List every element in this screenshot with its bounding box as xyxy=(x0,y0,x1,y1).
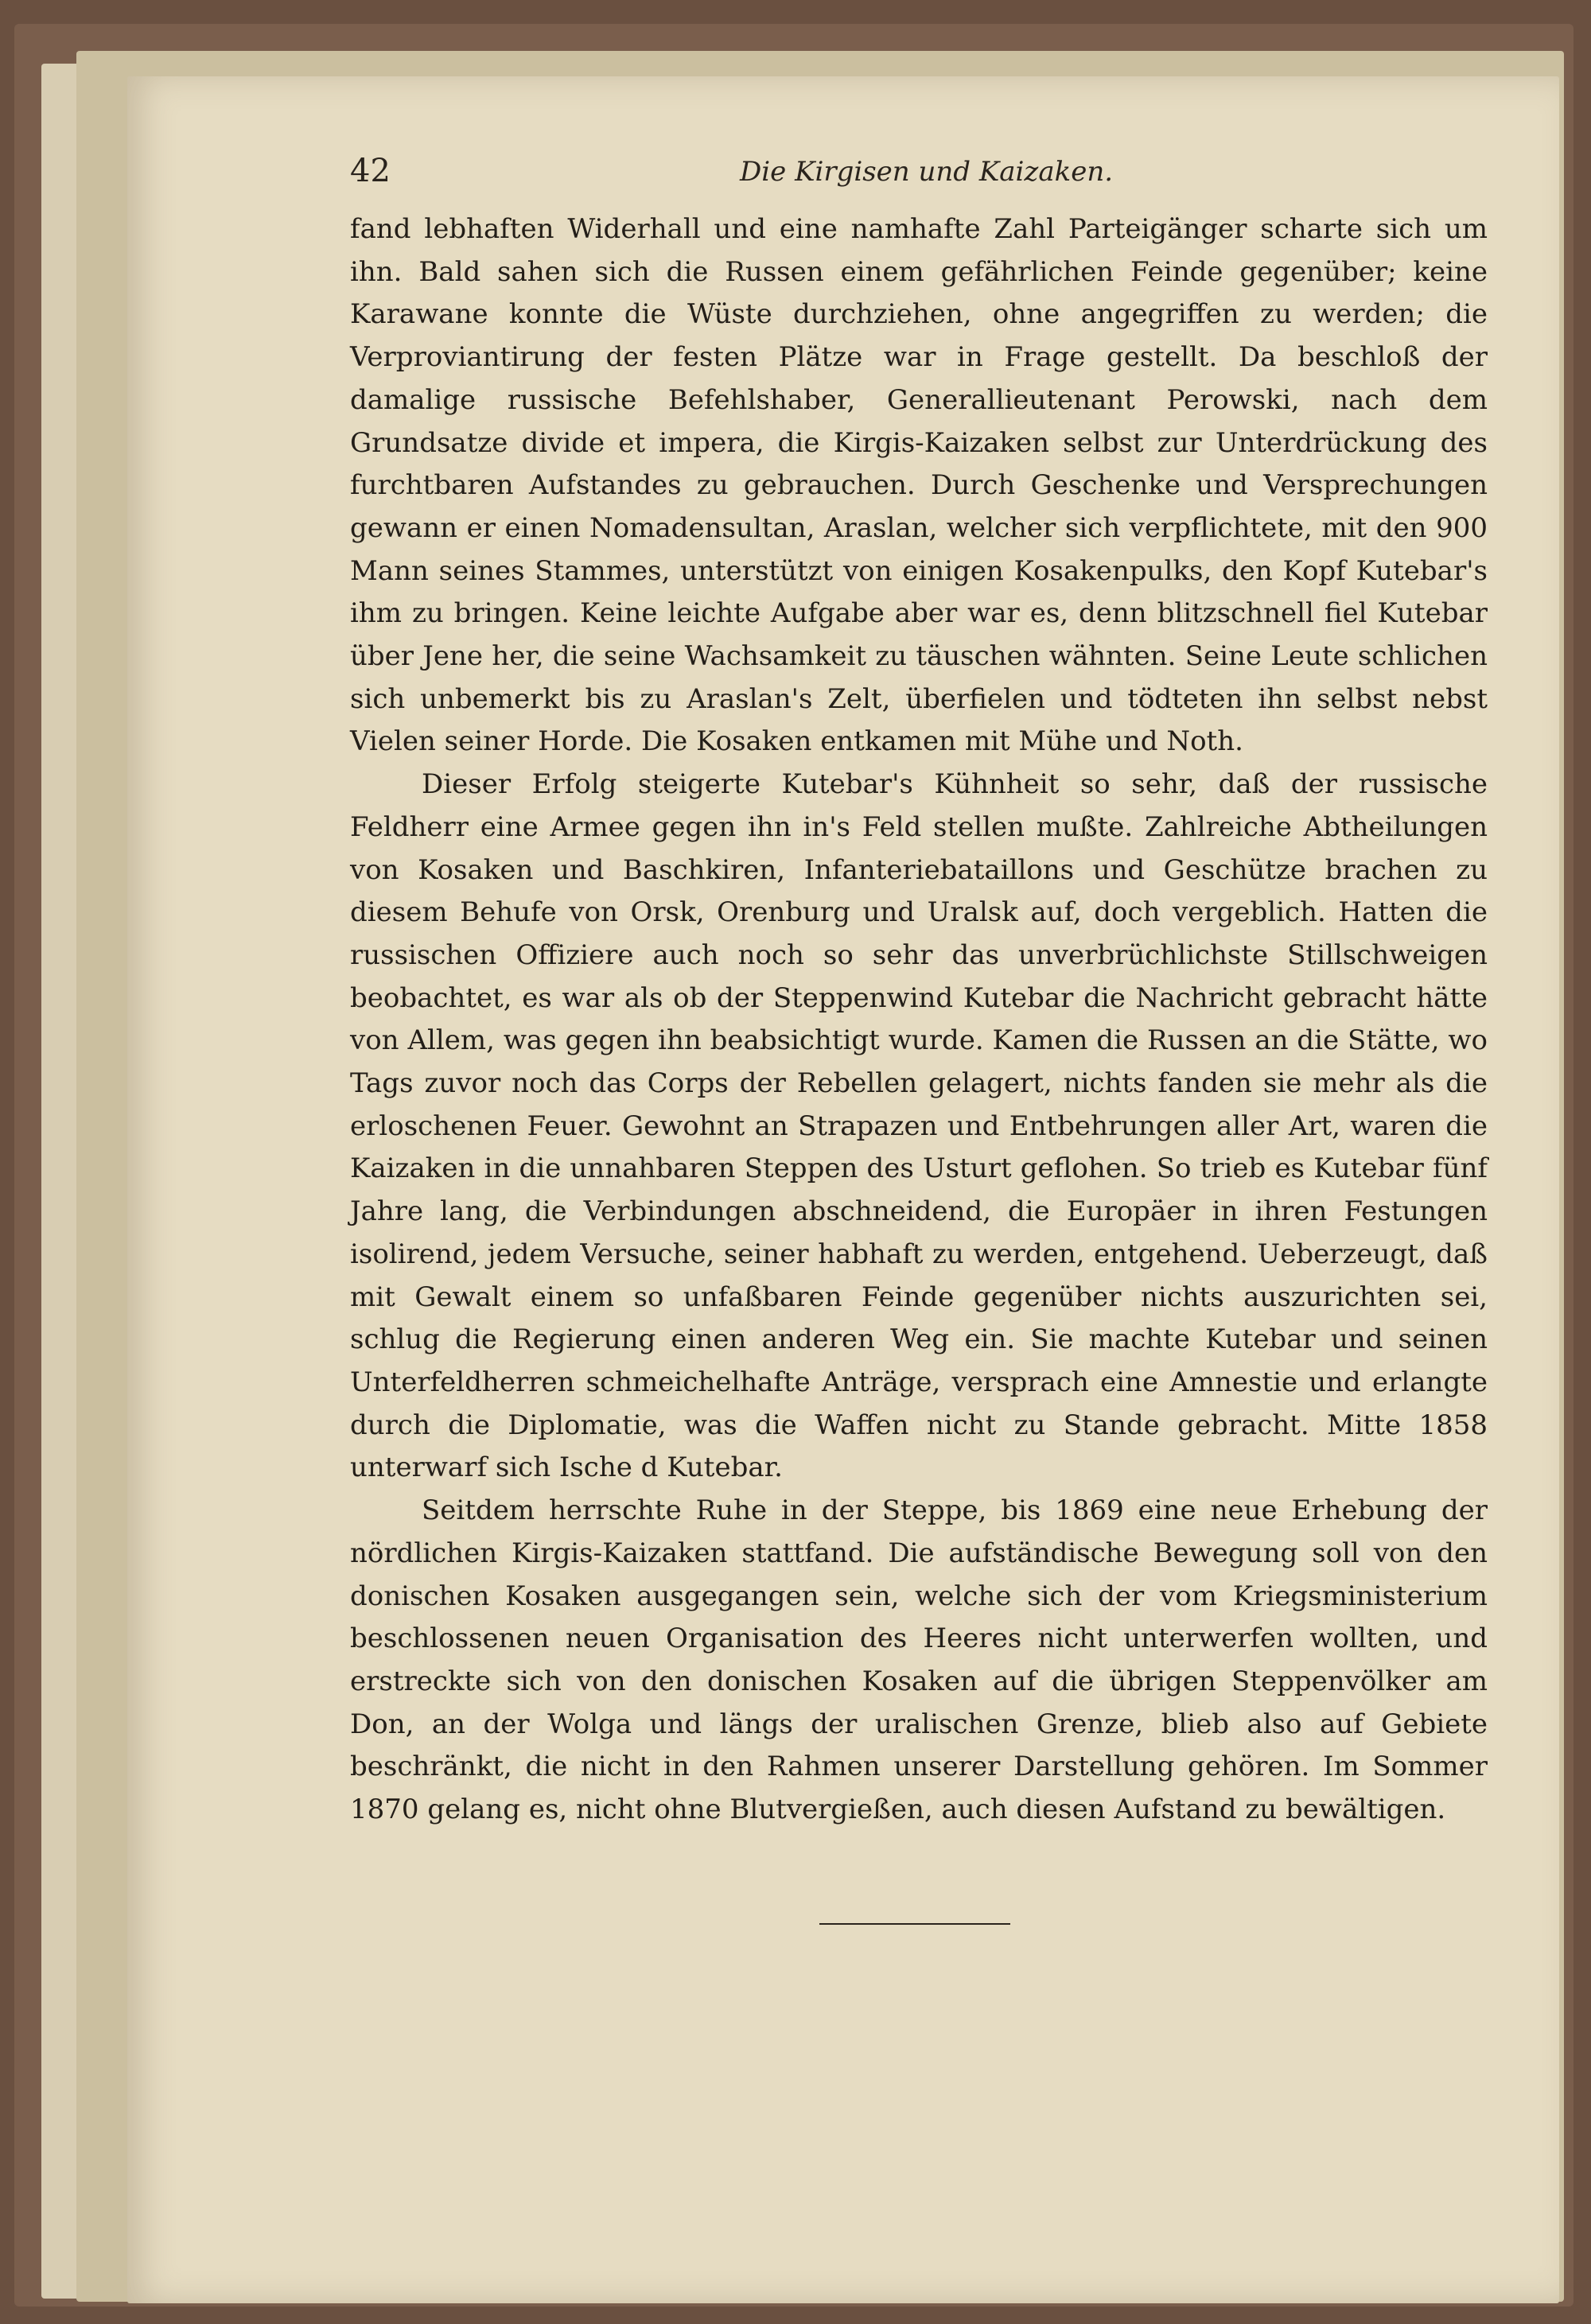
body-text xyxy=(350,208,1488,1832)
end-rule xyxy=(819,1923,1010,1925)
running-head xyxy=(350,153,1480,200)
paragraph-3: Seitdem herrschte Ruhe in der Steppe, bis 1869 eine neue Erhebung der nördlichen Kirgis-Kaizaken stattfand. Die aufständische Bewegung soll von den donischen Kosaken ausgegangen sein, welche sich der vom Kriegsministerium beschlossenen neuen Organisation des Heeres nicht unterwerfen wollten, und erstreckte sich von den donischen Kosaken auf die übrigen Steppenvölker am Don, an der Wolga und längs der uralischen Grenze, blieb also auf Gebiete beschränkt, die nicht in den Rahmen unserer Darstellung gehören. Im Sommer 1870 gelang es, nicht ohne Blutvergießen, auch diesen Aufstand zu bewältigen. xyxy=(350,1494,1488,1826)
page-number: 42 xyxy=(350,153,391,189)
running-title: Die Kirgisen und Kaizaken. xyxy=(740,156,1114,188)
paragraph-1: fand lebhaften Widerhall und eine namhafte Zahl Parteigänger scharte sich um ihn. Bald sahen sich die Russen einem gefährlichen Feinde gegenüber; keine Karawane konnte die Wüste durchziehen, ohne angegriffen zu werden; die Verproviantirung der festen Plätze war in Frage gestellt. Da beschloß der damalige russische Befehlshaber, Generallieutenant Perowski, nach dem Grundsatze divide et impera, die Kirgis-Kaizaken selbst zur Unterdrückung des furchtbaren Aufstandes zu gebrauchen. Durch Geschenke und Versprechungen gewann er einen Nomadensultan, Araslan, welcher sich verpflichtete, mit den 900 Mann seines Stammes, unterstützt von einigen Kosakenpulks, den Kopf Kutebar's ihm zu bringen. Keine leichte Aufgabe aber war es, denn blitzschnell fiel Kutebar über Jene her, die seine Wachsamkeit zu täuschen wähnten. Seine Leute schlichen sich unbemerkt bis zu Araslan's Zelt, überfielen und tödteten ihn selbst nebst Vielen seiner Horde. Die Kosaken entkamen mit Mühe und Noth. xyxy=(350,213,1488,758)
paragraph-2: Dieser Erfolg steigerte Kutebar's Kühnheit so sehr, daß der russische Feldherr eine Armee gegen ihn in's Feld stellen mußte. Zahlreiche Abtheilungen von Kosaken und Baschkiren, Infanteriebataillons und Geschütze brachen zu diesem Behufe von Orsk, Orenburg und Uralsk auf, doch vergeblich. Hatten die russischen Offiziere auch noch so sehr das unverbrüchlichste Stillschweigen beobachtet, es war als ob der Steppenwind Kutebar die Nachricht gebracht hätte von Allem, was gegen ihn beabsichtigt wurde. Kamen die Russen an die Stätte, wo Tags zuvor noch das Corps der Rebellen gelagert, nichts fanden sie mehr als die erloschenen Feuer. Gewohnt an Strapazen und Entbehrungen aller Art, waren die Kaizaken in die unnahbaren Steppen des Usturt geflohen. So trieb es Kutebar fünf Jahre lang, die Verbindungen abschneidend, die Europäer in ihren Festungen isolirend, jedem Versuche, seiner habhaft zu werden, entgehend. Ueberzeugt, daß mit Gewalt einem so unfaßbaren Feinde gegenüber nichts auszurichten sei, schlug die Regierung einen anderen Weg ein. Sie machte Kutebar und seinen Unterfeldherren schmeichelhafte Anträge, versprach eine Amnestie und erlangte durch die Diplomatie, was die Waffen nicht zu Stande gebracht. Mitte 1858 unterwarf sich Ische d Kutebar. xyxy=(350,768,1488,1484)
